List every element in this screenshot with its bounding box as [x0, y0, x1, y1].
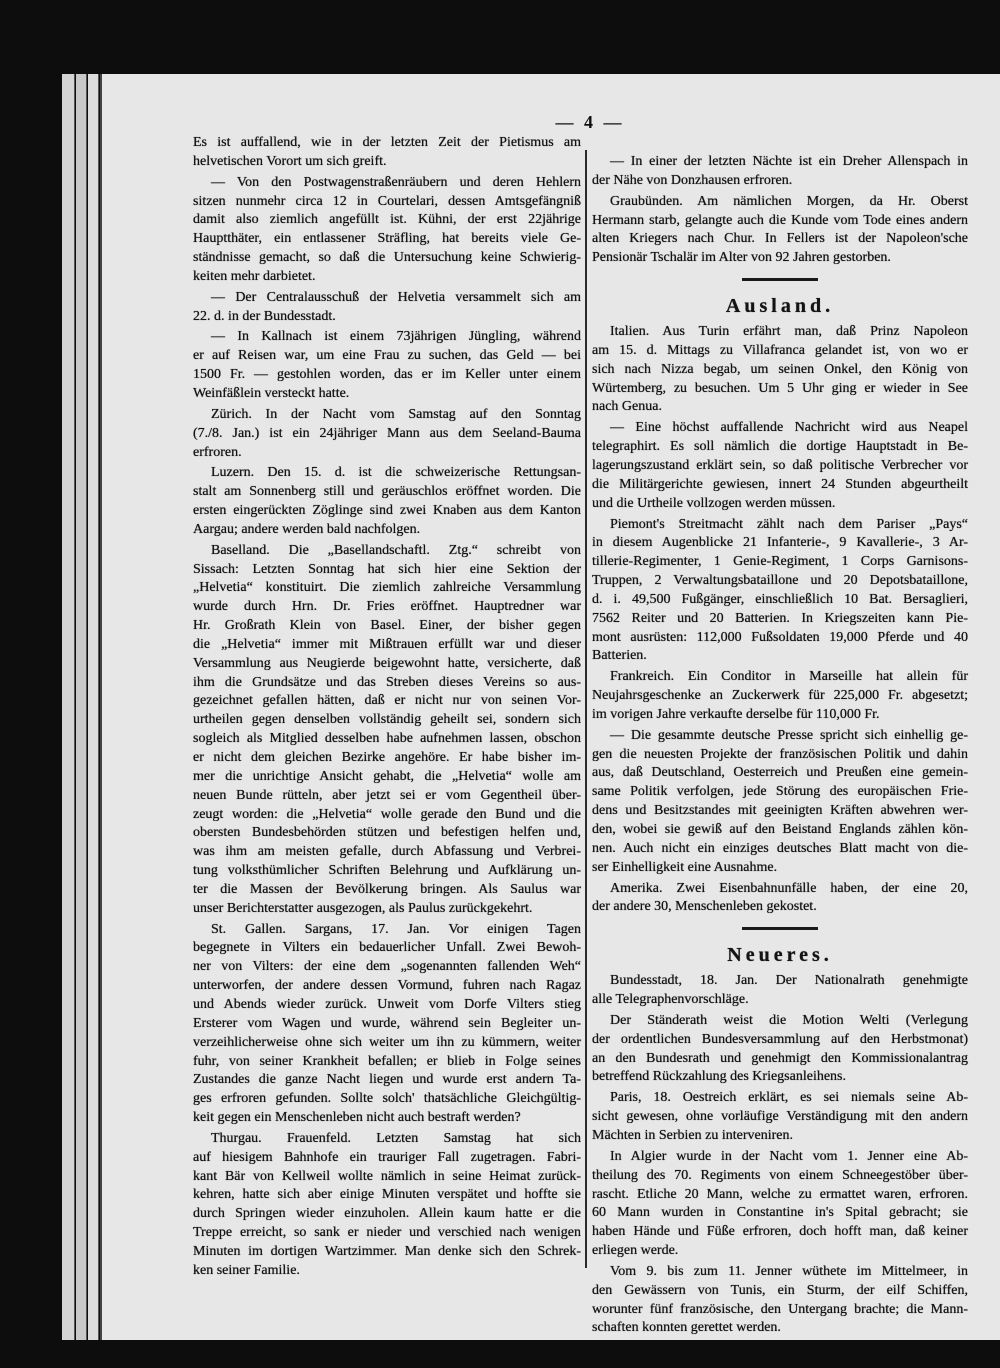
text-line: d. i. 49,500 Fußgänger, einschließlich 10 Bat. Bersaglieri, — [592, 591, 968, 607]
left-column — [193, 134, 581, 1283]
text-line: den Gewässern von Tunis, ein Sturm, der eilf Schiffen, — [592, 1282, 968, 1298]
text-line: neuen Bunde rütteln, aber jetzt sei er vom Gegentheil über- — [193, 787, 581, 803]
text-line: dens und Besitzstandes mit geeinigten Kräften abwehren wer- — [592, 803, 968, 819]
article-paragraph — [193, 542, 581, 919]
article-paragraph — [592, 1089, 968, 1146]
text-line: obersten Bundesbehörden stützen und befestigen helfen und, — [193, 825, 581, 841]
text-line: die „Helvetia“ immer mit Mißtrauen erfüllt war und dieser — [193, 636, 581, 652]
text-line: ter die Massen der Bevölkerung bringen. Als Saulus war — [193, 881, 581, 897]
text-line: theilung des 70. Regiments von einem Schneegestöber über- — [592, 1167, 968, 1183]
text-line: er nicht dem gleichen Bezirke angehöre. Er habe bisher im- — [193, 750, 581, 765]
text-line: Zürich. In der Nacht vom Samstag auf den Sonntag — [211, 406, 581, 422]
text-line: Aargau; andere werden bald nachfolgen. — [193, 521, 421, 537]
text-line: worunter fünf französische, den Untergang brachte; die Mann- — [592, 1301, 968, 1317]
text-line: stalt am Sonnenberg still und geräuschlos eröffnet worden. Die — [193, 484, 581, 500]
text-line: keit gegen ein Menschenleben nicht auch bestraft werden? — [193, 1110, 521, 1126]
text-line: alten Kriegers nach Chur. In Fellers ist der Napoleon'sche — [592, 231, 968, 247]
article-paragraph — [592, 516, 968, 667]
text-line: betreffend Rückzahlung des Kriegsanleihens. — [592, 1069, 846, 1085]
text-line: Der Ständerath weist die Motion Welti (Verlegung — [610, 1012, 968, 1028]
text-line: die Militärgerichte gewiesen, innert 24 Stunden abgeurtheilt — [592, 476, 968, 492]
text-line: Paris, 18. Oestreich erklärt, es sei niemals seine Ab- — [610, 1090, 968, 1106]
text-line: den, wobei sie gewiß auf den Beistand Englands zählen kön- — [592, 822, 968, 837]
text-line: 1500 Fr. — gestohlen worden, das er im Keller unter einem — [193, 367, 581, 383]
text-line: Luzern. Den 15. d. ist die schweizerische Rettungsan- — [211, 465, 581, 481]
article-paragraph — [592, 1263, 968, 1338]
text-line: St. Gallen. Sargans, 17. Jan. Vor einigen Tagen — [211, 921, 581, 937]
text-line: sogleich als Mitglied desselben habe aufnehmen lassen, obschon — [193, 731, 581, 747]
text-line: sitzen nunmehr circa 12 in Courtelari, dessen Amtsgefängniß — [193, 193, 581, 209]
text-line: durch Springen wieder einzuholen. Allein kaum hatte er die — [193, 1206, 581, 1222]
article-paragraph — [592, 1148, 968, 1261]
text-line: am 15. d. Mittags zu Villafranca gelandet ist, von wo er — [592, 342, 968, 358]
article-paragraph — [592, 419, 968, 513]
text-line: Ersterer vom Wagen und wurde, während sein Begleiter un- — [193, 1015, 581, 1031]
text-line: Frankreich. Ein Conditor in Marseille hat allein für — [610, 669, 968, 685]
page-stack-edge — [62, 74, 75, 1340]
text-line: helvetischen Vorort um sich greift. — [193, 153, 387, 169]
text-line: kant Bär von Kellweil wollte nämlich in seine Heimat zurück- — [193, 1168, 581, 1184]
text-line: erliegen werde. — [592, 1243, 679, 1259]
text-line: ser Einhelligkeit eine Ausnahme. — [592, 859, 778, 875]
text-line: in diesem Augenblicke 21 Infanterie-, 9 Kavallerie-, 3 Ar- — [592, 535, 968, 551]
text-line: — Die gesammte deutsche Presse spricht sich einhellig ge- — [610, 727, 968, 743]
text-line: haben Hände und Füße erfroren, doch hofft man, daß keiner — [592, 1224, 968, 1240]
text-line: same Politik verfolgen, jede Störung des europäischen Frie- — [592, 784, 968, 800]
article-paragraph — [592, 972, 968, 1010]
text-line: verzeihlicherweise ohne sich weiter um ihn zu kümmern, weiter — [193, 1034, 581, 1050]
text-line: tung volksthümlicher Schriften Belehrung und Aufklärung un- — [193, 863, 581, 879]
text-line: unterworfen, der andere dessen Vormund, fuhren nach Ragaz — [193, 978, 581, 994]
text-line: Vom 9. bis zum 11. Jenner wüthete im Mittelmeer, in — [610, 1263, 968, 1279]
text-line: Weinfäßlein versteckt hatte. — [193, 385, 350, 401]
right-column — [592, 153, 968, 1340]
text-line: sicht gewesen, ohne vorläufige Verständigung mit den andern — [592, 1109, 968, 1125]
text-line: im vorigen Jahre verkaufte derselbe für 110,000 Fr. — [592, 706, 880, 722]
page-stack-edge — [76, 74, 87, 1340]
text-line: er auf Reisen war, um eine Frau zu suchen, das Geld — bei — [193, 348, 581, 364]
text-line: ken seiner Familie. — [193, 1262, 300, 1278]
text-line: zeugt worden: die „Helvetia“ wolle gerade den Bund und die — [193, 806, 581, 822]
text-line: Pensionär Tschalär im Alter von 92 Jahren gestorben. — [592, 250, 891, 266]
text-line: gezeichnet gefallen hätten, daß er nicht nur von seinen Vor- — [193, 693, 581, 709]
text-line: — Von den Postwagenstraßenräubern und deren Hehlern — [211, 174, 581, 190]
text-line: alle Telegraphenvorschläge. — [592, 992, 749, 1008]
page-number: — 4 — — [555, 112, 625, 132]
text-line: 7562 Reiter und 20 Batterien. In Kriegszeiten kann Pie- — [592, 610, 968, 626]
text-line: und die Urtheile vollzogen werden müssen. — [592, 495, 836, 511]
article-paragraph — [193, 328, 581, 403]
text-line: In Algier wurde in der Nacht vom 1. Jenner eine Ab- — [610, 1148, 968, 1164]
text-line: Treppe erreicht, so sank er nieder und verschied nach wenigen — [193, 1225, 581, 1241]
article-paragraph — [193, 1130, 581, 1281]
article-paragraph — [592, 193, 968, 268]
text-line: nen. Auch nicht ein einziges deutsches Blatt macht von die- — [592, 840, 968, 856]
text-line: Piemont's Streitmacht zählt nach dem Pariser „Pays“ — [610, 516, 968, 532]
text-line: begegnete in Vilters ein bedauerlicher Unfall. Zwei Bewoh- — [193, 940, 581, 956]
text-line: der andere 30, Menschenleben gekostet. — [592, 899, 817, 915]
article-paragraph — [193, 406, 581, 463]
text-line: Würtemberg, zu besuchen. Um 5 Uhr ging er wieder in See — [592, 380, 968, 396]
article-paragraph — [193, 289, 581, 327]
text-line: (7./8. Jan.) ist ein 24jähriger Mann aus dem Seeland-Bauma — [193, 425, 581, 441]
text-line: Versammlung aus Neugierde beigewohnt hatte, versicherte, daß — [193, 655, 581, 671]
text-line: Batterien. — [592, 648, 647, 664]
text-line: wurde durch Hrn. Dr. Fries eröffnet. Hauptredner war — [193, 599, 581, 615]
article-paragraph — [592, 153, 968, 191]
text-line: Minuten im dortigen Wartzimmer. Man denke sich den Schrek- — [193, 1243, 581, 1259]
text-line: Bundesstadt, 18. Jan. Der Nationalrath genehmigte — [610, 973, 968, 989]
text-line: der ordentlichen Bundesversammlung auf den Herbstmonat) — [592, 1031, 968, 1047]
text-line: sich nach Nizza begab, um seinen Onkel, den König von — [592, 361, 968, 377]
text-line: unser Berichterstatter ausgezogen, als Paulus zurückgekehrt. — [193, 900, 533, 916]
text-line: 60 Mann wurden in Constantine in's Spital gebracht; sie — [592, 1205, 968, 1221]
article-paragraph — [592, 668, 968, 725]
text-line: ersten eingerückten Zöglinge sind zwei Knaben aus dem Kanton — [193, 503, 581, 519]
section-rule — [742, 278, 818, 281]
text-line: Baselland. Die „Basellandschaftl. Ztg.“ schreibt von — [211, 542, 581, 558]
text-line: und Abends wieder zurück. Unweit vom Dorfe Vilters stieg — [193, 996, 581, 1012]
text-line: Truppen, 2 Verwaltungsbataillone und 20 Depotsbataillone, — [592, 573, 968, 589]
text-line: telegraphirt. Es soll nämlich die dortige Hauptstadt in Be- — [592, 439, 968, 455]
text-line: fuhr, von seiner Krankheit befallen; er blieb in Folge seines — [193, 1053, 581, 1069]
text-line: urtheilen gegen denselben vollständig geheilt sei, sondern sich — [193, 712, 581, 728]
section-heading: Neueres. — [727, 944, 833, 967]
article-paragraph — [592, 727, 968, 878]
text-line: Sissach: Letzten Sonntag hat sich hier eine Sektion der — [193, 561, 581, 577]
text-line: an den Bundesrath und genehmigt den Kommissionalantrag — [592, 1050, 968, 1066]
text-line: Neujahrsgeschenke an Zuckerwerk für 225,000 Fr. abgesetzt; — [592, 688, 968, 704]
text-line: nach Genua. — [592, 399, 662, 415]
text-line: kehren, hatte sich aber einige Minuten verspätet und hoffte sie — [193, 1187, 581, 1203]
text-line: Zustandes die ganze Nacht liegen und wurde erst andern Ta- — [193, 1072, 581, 1088]
text-line: — Eine höchst auffallende Nachricht wird aus Neapel — [610, 420, 968, 436]
text-line: was ihm am meisten gefalle, durch Abfassung und Verbrei- — [193, 844, 581, 860]
article-paragraph — [592, 323, 968, 417]
text-line: Amerika. Zwei Eisenbahnunfälle haben, der eine 20, — [610, 880, 968, 896]
article-paragraph — [592, 1012, 968, 1087]
article-paragraph — [193, 134, 581, 172]
text-line: keiten mehr darbietet. — [193, 268, 316, 284]
section-heading: Ausland. — [725, 295, 835, 318]
text-line: gen die neuesten Projekte der französischen Politik und dahin — [592, 746, 968, 762]
text-line: der Nähe von Donzhausen erfroren. — [592, 172, 793, 188]
article-paragraph — [193, 174, 581, 287]
text-line: Graubünden. Am nämlichen Morgen, da Hr. Oberst — [610, 193, 968, 209]
text-line: Mächten in Serbien zu interveniren. — [592, 1127, 793, 1143]
text-line: damit also ziemlich angefüllt ist. Kühni, der erst 22jährige — [193, 212, 581, 228]
text-line: ihm die Grundsätze und das Streben dieses Vereins so aus- — [193, 674, 581, 690]
text-line: — In einer der letzten Nächte ist ein Dreher Allenspach in — [610, 154, 968, 169]
text-line: lagerungszustand erklärt sein, so daß politische Verbrecher vor — [592, 457, 968, 473]
text-line: Thurgau. Frauenfeld. Letzten Samstag hat sich — [211, 1130, 581, 1146]
text-line: 22. d. in der Bundesstadt. — [193, 308, 336, 324]
text-line: mont ausrüsten: 112,000 Fußsoldaten 19,000 Pferde und 40 — [592, 629, 968, 645]
page-stack-edge — [88, 74, 99, 1340]
text-line: rascht. Etliche 20 Mann, welche zu ermattet waren, erfroren. — [592, 1186, 968, 1202]
article-paragraph — [592, 880, 968, 918]
text-line: aus, daß Deutschland, Oesterreich und Preußen eine gemein- — [592, 765, 968, 781]
text-line: ständnisse gemacht, so daß die Untersuchung keine Schwierig- — [193, 250, 581, 266]
text-line: Italien. Aus Turin erfährt man, daß Prinz Napoleon — [610, 324, 968, 340]
text-line: schaften konnten gerettet werden. — [592, 1320, 781, 1336]
section-rule — [742, 927, 818, 930]
text-line: ner von Vilters: der eine dem „sogenannten fallenden Weh“ — [193, 959, 581, 975]
text-line: mer die unrichtige Ansicht gehabt, die „Helvetia“ wolle am — [193, 768, 581, 784]
column-divider — [585, 150, 587, 1268]
text-line: „Helvetia“ konstituirt. Die ziemlich zahlreiche Versammlung — [193, 580, 581, 596]
text-line: auf hiesigem Bahnhofe ein trauriger Fall zugetragen. Fabri- — [193, 1149, 581, 1165]
text-line: ges erfroren gefunden. Sollte solch' thatsächliche Gleichgültig- — [193, 1091, 581, 1107]
text-line: tillerie-Regimenter, 1 Genie-Regiment, 1 Corps Garnisons- — [592, 554, 968, 570]
text-line: Es ist auffallend, wie in der letzten Zeit der Pietismus am — [193, 135, 581, 150]
text-line: erfroren. — [193, 444, 242, 460]
article-paragraph — [193, 464, 581, 539]
text-line: Hermann starb, gelangte auch die Kunde vom Tode eines andern — [592, 212, 968, 228]
text-line: — Der Centralausschuß der Helvetia versammelt sich am — [211, 289, 581, 305]
text-line: Hr. Großrath Klein von Basel. Einer, der bisher gegen — [193, 618, 581, 634]
article-paragraph — [193, 921, 581, 1128]
text-line: Hauptthäter, ein entlassener Sträfling, hat bereits viele Ge- — [193, 231, 581, 247]
text-line: — In Kallnach ist einem 73jährigen Jüngling, während — [211, 329, 581, 345]
